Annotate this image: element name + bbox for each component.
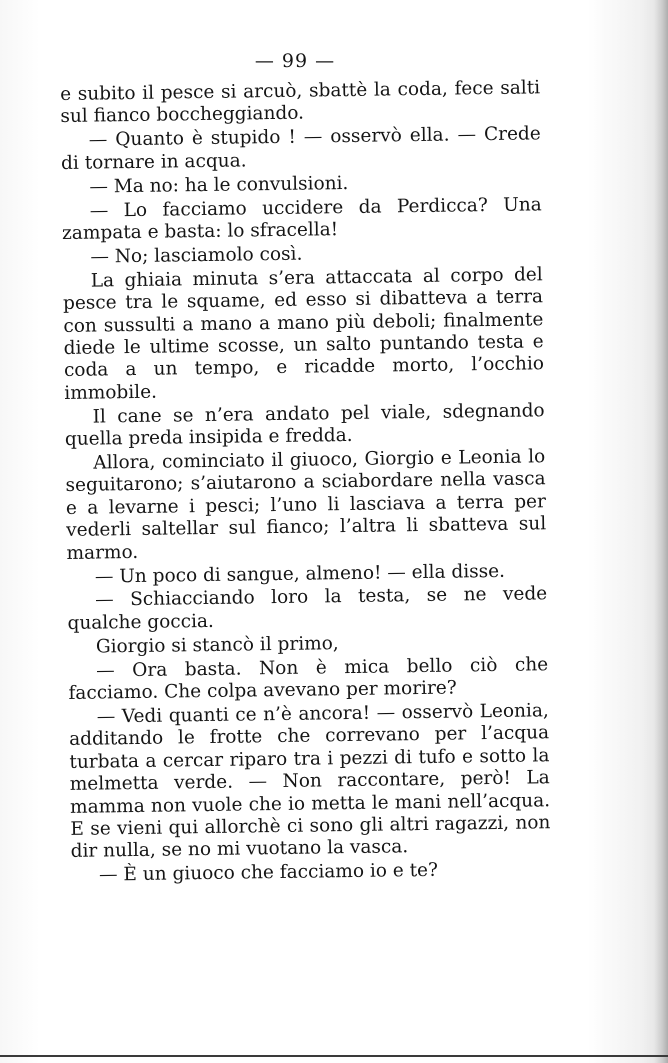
paragraph-1: e subito il pesce si arcuò, sbattè la coda, fece salti sul fianco boccheggiando. [60, 77, 541, 128]
page-number: — 99 — [254, 50, 336, 72]
paragraph-11: Giorgio si stancò il primo, [95, 632, 339, 658]
page-bottom-edge [0, 1055, 668, 1057]
paragraph-5: — No; lasciamolo così. [90, 243, 303, 268]
paragraph-6: La ghiaia minuta s’era attaccata al corpo del pesce tra le squame, ed esso si dibatteva a terra con sussulti a mano a mano più deboli; finalmente diede le ultime scosse, un salto puntando testa e coda a un tempo, e ricadde morto, l’occhio immobile. [62, 264, 545, 404]
paragraph-13: — Vedi quanti ce n’è ancora! — osservò Leonia, additando le frotte che correvano per l’acqua turbata a cercar riparo tra i pezzi di tufo e sotto la melmetta verde. — Non raccontare, però! La mamma non vuole che io metta le mani nell’acqua. E se vieni qui allorchè ci sono gli altri ragazzi, non dir nulla, se no mi vuotano la vasca. [69, 700, 551, 863]
paragraph-4: — Lo facciamo uccidere da Perdicca? Una zampata e basta: lo sfracella! [61, 193, 542, 244]
paragraph-12: — Ora basta. Non è mica bello ciò che facciamo. Che colpa avevano per morire? [68, 653, 549, 705]
paragraph-9: — Un poco di sangue, almeno! — ella disse. [94, 560, 506, 588]
paragraph-8: Allora, cominciato il giuoco, Giorgio e Leonia lo seguitarono; s’aiutarono a sciabordare nella vasca e a levarne i pesci; l’uno li lasciava a terra per vederli saltellar sul fianco; l’altra li sbatteva sul marmo. [65, 446, 547, 564]
page-edge-shadow [654, 0, 668, 1063]
paragraph-14: — È un giuoco che facciamo io e te? [98, 860, 439, 886]
paragraph-10: — Schiacciando loro la testa, se ne vede qualche goccia. [67, 583, 548, 634]
paragraph-3: — Ma no: ha le convulsioni. [89, 172, 349, 198]
paragraph-7: Il cane se n’era andato pel viale, sdegnando quella preda insipida e fredda. [64, 399, 545, 451]
paragraph-2: — Quanto è stupido ! — osservò ella. — Crede di tornare in acqua. [60, 123, 541, 174]
body-text [60, 77, 551, 889]
